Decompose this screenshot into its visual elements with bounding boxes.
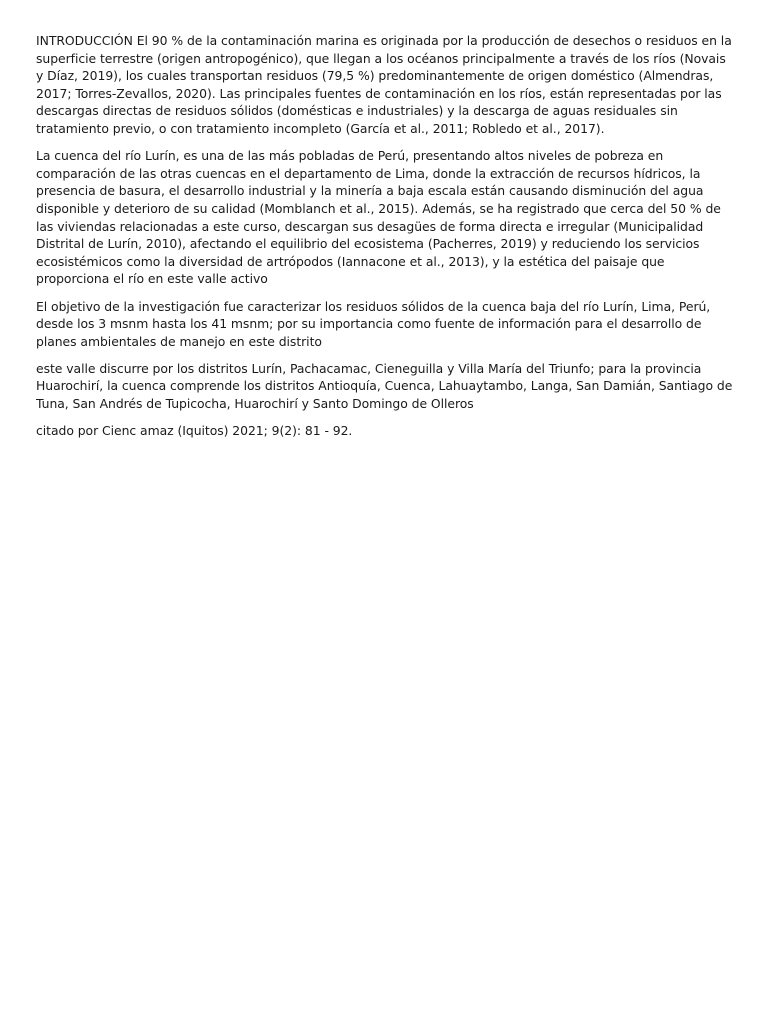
paragraph-citation: citado por Cienc amaz (Iquitos) 2021; 9(2): 81 - 92. xyxy=(36,423,353,439)
paragraph-objective: El objetivo de la investigación fue caracterizar los residuos sólidos de la cuenca baja del río Lurín, Lima, Perú, desde los 3 msnm hasta los 41 msnm; por su importancia como fuente de información para el desarrollo de planes ambientales de manejo en este distrito xyxy=(36,298,711,349)
paragraph-introduction: INTRODUCCIÓN El 90 % de la contaminación marina es originada por la producción de desechos o residuos en la superficie terrestre (origen antropogénico), que llegan a los océanos principalmente a través de los ríos (Novais y Díaz, 2019), los cuales transportan residuos (79,5 %) predominantemente de origen doméstico (Almendras, 2017; Torres-Zevallos, 2020). Las principales fuentes de contaminación en los ríos, están representadas por las descargas directas de residuos sólidos (domésticas e industriales) y la descarga de aguas residuales sin tratamiento previo, o con tratamiento incompleto (García et al., 2011; Robledo et al., 2017). xyxy=(36,33,732,136)
document-page xyxy=(36,32,734,449)
paragraph-lurin-basin: La cuenca del río Lurín, es una de las más pobladas de Perú, presentando altos niveles de pobreza en comparación de las otras cuencas en el departamento de Lima, donde la extracción de recursos hídricos, la presencia de basura, el desarrollo industrial y la minería a baja escala están causando disminución del agua disponible y deterioro de su calidad (Momblanch et al., 2015). Además, se ha registrado que cerca del 50 % de las viviendas relacionadas a este curso, descargan sus desagües de forma directa e irregular (Municipalidad Distrital de Lurín, 2010), afectando el equilibrio del ecosistema (Pacherres, 2019) y reduciendo los servicios ecosistémicos como la diversidad de artrópodos (Iannacone et al., 2013), y la estética del paisaje que proporciona el río en este valle activo xyxy=(36,148,721,287)
paragraph-districts: este valle discurre por los distritos Lurín, Pachacamac, Cieneguilla y Villa María del Triunfo; para la provincia Huarochirí, la cuenca comprende los distritos Antioquía, Cuenca, Lahuaytambo, Langa, San Damián, Santiago de Tuna, San Andrés de Tupicocha, Huarochirí y Santo Domingo de Olleros xyxy=(36,360,733,412)
